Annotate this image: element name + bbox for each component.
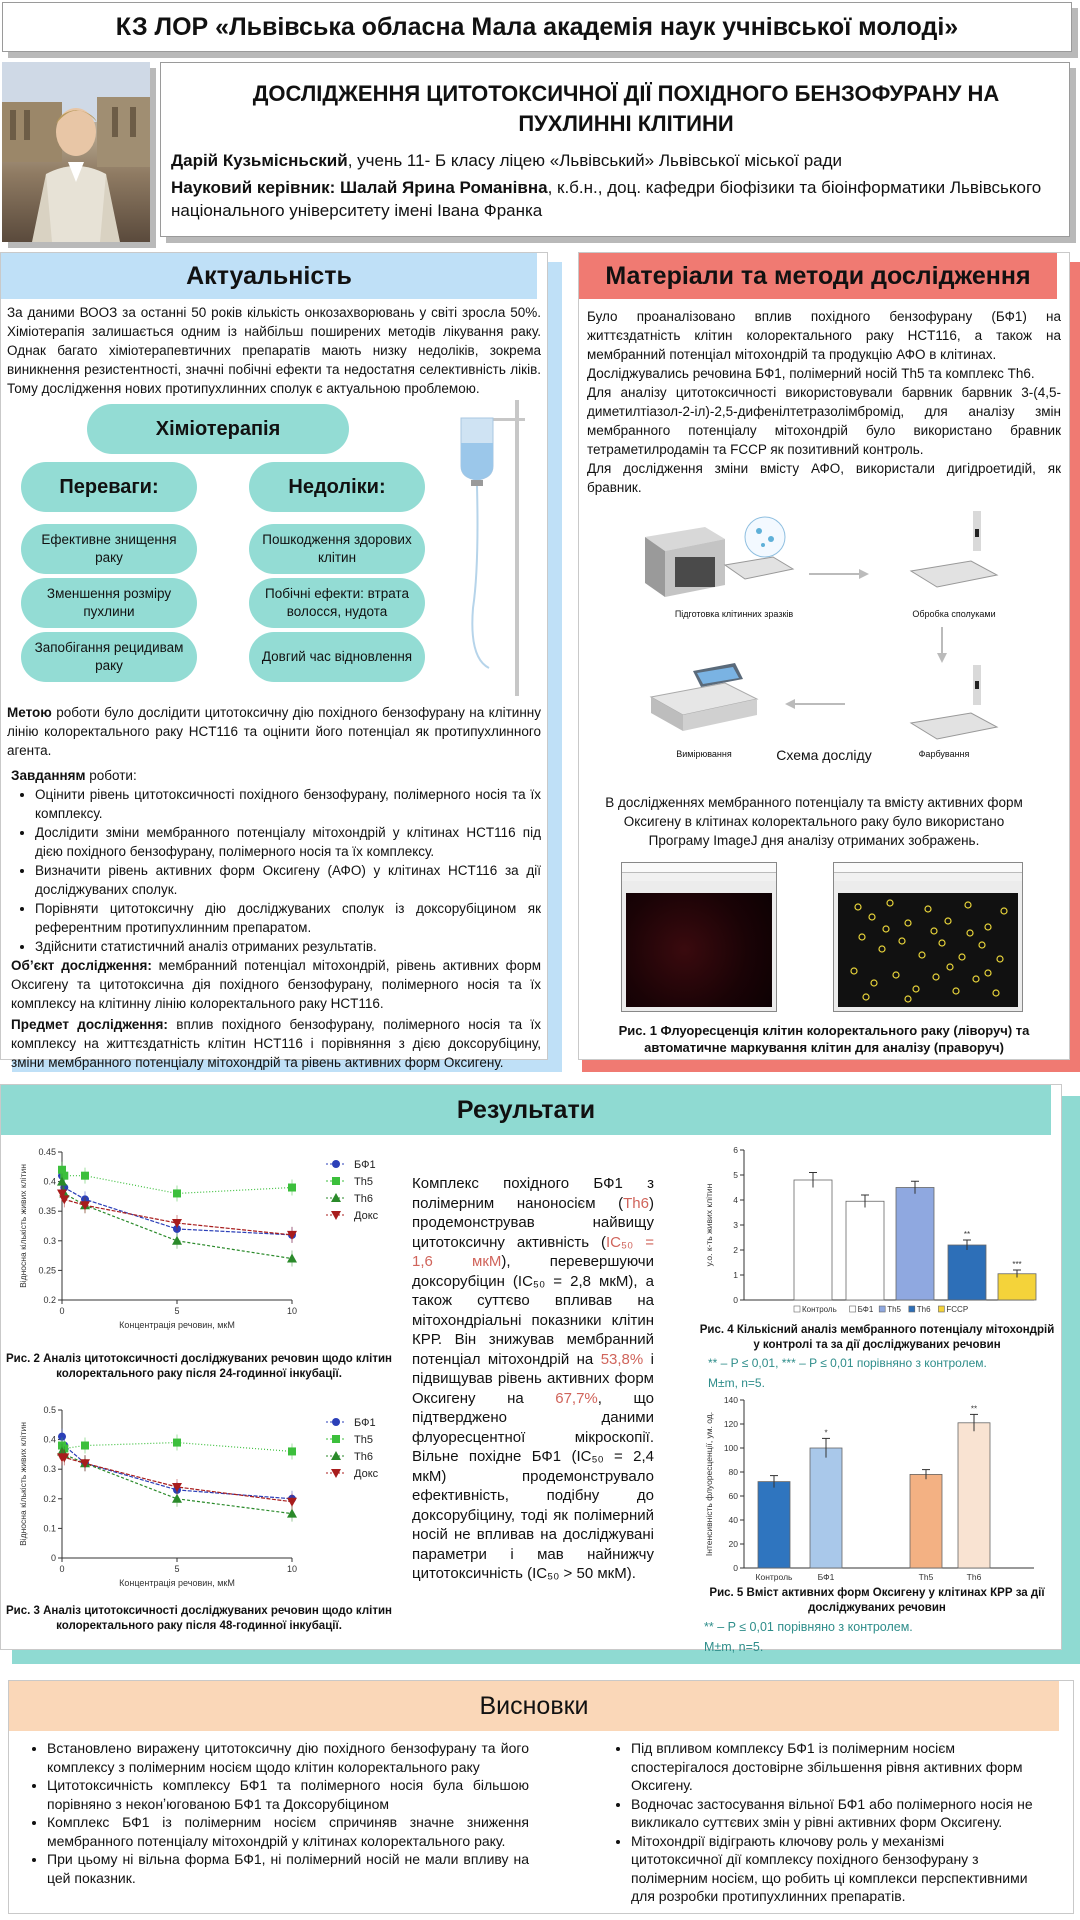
conclusions-heading: Висновки: [9, 1681, 1059, 1731]
task-item: • Здійснити статистичний аналіз отриманих результатів.: [35, 937, 541, 956]
subject-label: Предмет дослідження:: [11, 1017, 168, 1032]
object-label: Об’єкт дослідження:: [11, 958, 152, 973]
legend-label: Th6: [916, 1305, 931, 1314]
pros-title: Переваги:: [21, 462, 197, 512]
imagej-window-right: [833, 862, 1023, 1012]
legend-label: БФ1: [857, 1305, 874, 1314]
aim-paragraph: [1, 703, 547, 760]
y-tick-label: 0.35: [38, 1206, 56, 1217]
supervisor-name: Науковий керівник: Шалай Ярина Романівна: [171, 178, 548, 197]
arrow-left-icon: [783, 697, 847, 711]
subject-paragraph: [1, 1013, 547, 1072]
task-item: • Оцінити рівень цитотоксичності похідного бензофурану, полімерного носія та їх комплексу.: [35, 785, 541, 823]
object-text: мембранний потенціал мітохондрій, рівень активних форм Оксигену та цитотоксична дія похідного бензофурану, полімерного носія та їх комплексу на клітинну лінію колоректального раку HCT116.: [11, 958, 541, 1011]
chemo-pill: Хіміотерапія: [87, 404, 349, 454]
data-point-Th6: [172, 1236, 182, 1245]
task-item: • Порівняти цитотоксичну дію досліджуваних сполук із доксорубіцином як референтним протипухлинним препаратом.: [35, 899, 541, 937]
y-tick-label: 0.4: [43, 1176, 56, 1187]
data-point-Th5: [173, 1439, 181, 1447]
x-tick-label: Th6: [966, 1572, 982, 1582]
results-ic50: IC₅₀ = 1,6 мкМ: [412, 1233, 654, 1270]
y-tick-label: 100: [723, 1443, 738, 1453]
bar-БФ1: [846, 1201, 884, 1300]
legend-label-Th6: Th6: [354, 1193, 373, 1205]
aim-label: Метою: [7, 705, 52, 720]
subject-text: вплив похідного бензофурану, полімерного носія та їх комплексу на життєздатність клітин HCT116 і порівняння з дією доксорубіцину, зміни мембранного потенціалу мітохондрій та рівень активних форм Оксигену.: [11, 1017, 541, 1070]
x-axis-label: Концентрація речовин, мкМ: [119, 1320, 235, 1330]
y-axis-label: у.о. к-ть живих клітин: [704, 1183, 714, 1267]
scheme-label-measure: Вимірювання: [676, 749, 732, 759]
iv-drip-icon: [449, 398, 539, 698]
methods-heading: Матеріали та методи дослідження: [579, 253, 1057, 299]
conclusions-left-list: [9, 1739, 529, 1887]
author-name: Дарій Кузьмісньский: [171, 151, 348, 170]
bar-FCCP: [998, 1274, 1036, 1300]
y-tick-label: 0.2: [43, 1493, 56, 1504]
poster-title: ДОСЛІДЖЕННЯ ЦИТОТОКСИЧНОЇ ДІЇ ПОХІДНОГО БЕНЗОФУРАНУ НА ПУХЛИННІ КЛІТИНИ: [252, 81, 1000, 136]
x-tick-label: 0: [59, 1564, 65, 1574]
y-tick-label: 0.25: [38, 1265, 56, 1276]
y-tick-label: 0.1: [43, 1523, 56, 1534]
y-tick-label: 0.3: [43, 1464, 56, 1475]
data-point-Th6: [172, 1494, 182, 1503]
plate-reader-icon: [645, 657, 765, 737]
conclusions-right-list: [599, 1739, 1039, 1906]
conclusion-item: • Встановлено виражену цитотоксичну дію похідного бензофурану та його комплексу з полімерним носієм щодо клітин колоректального раку: [47, 1739, 529, 1776]
legend-swatch: [938, 1306, 944, 1312]
data-point-Th5: [81, 1172, 89, 1180]
bar-Th5: [896, 1188, 934, 1301]
y-tick-label: 0.5: [43, 1405, 56, 1415]
conclusion-item: • Водночас застосування вільної БФ1 або полімерного носія не викликало суттєвих змін у рівні активних форм Оксигену.: [631, 1795, 1039, 1832]
fig4-caption: Рис. 4 Кількісний аналіз мембранного потенціалу мітохондрій у контролі та за дії досліджуваних речовин: [699, 1324, 1055, 1351]
y-tick-label: 0: [733, 1295, 738, 1305]
chemo-diagram: [1, 398, 547, 703]
bar-Контроль: [758, 1482, 790, 1568]
imagej-screenshots: [579, 862, 1069, 1022]
scheme-label-staining: Фарбування: [918, 749, 970, 759]
data-point-Докс: [59, 1195, 69, 1204]
y-tick-label: 6: [733, 1145, 738, 1155]
y-tick-label: 0: [50, 1553, 56, 1563]
y-tick-label: 120: [723, 1419, 738, 1429]
bar-Th6: [948, 1245, 986, 1300]
y-tick-label: 0.45: [38, 1147, 56, 1157]
legend-label-Докс: Докс: [354, 1468, 379, 1480]
y-tick-label: 0.4: [43, 1434, 56, 1445]
imagej-window-left: [621, 862, 777, 1012]
marked-cells-image: [838, 893, 1018, 1007]
arrow-right-icon: [807, 567, 871, 581]
significance-mark: **: [970, 1404, 978, 1414]
pro-item: Ефективне знищення раку: [21, 524, 197, 574]
object-paragraph: [1, 956, 547, 1013]
imagej-text: В дослідженнях мембранного потенціалу та вмісту активних форм Оксигену в клітинах колоректального раку було використано Програму ImageJ дня аналізу отриманих зображень.: [605, 795, 1023, 848]
experiment-scheme: [579, 507, 1069, 777]
organization-title: КЗ ЛОР «Львівська обласна Мала академія наук учнівської молоді»: [2, 2, 1072, 52]
x-tick-label: 0: [59, 1306, 65, 1316]
data-point-Докс: [172, 1219, 182, 1228]
scheme-label-prep: Підготовка клітинних зразків: [674, 609, 794, 619]
significance-mark: *: [824, 1428, 828, 1438]
supervisor-line: [171, 176, 1051, 222]
y-tick-label: 2: [733, 1245, 738, 1255]
legend-label-Докс: Докс: [354, 1210, 379, 1222]
legend-label-Th5: Th5: [354, 1434, 373, 1446]
staining-plate-icon: [901, 663, 1011, 747]
legend-swatch: [909, 1306, 915, 1312]
legend-label-БФ1: БФ1: [354, 1159, 376, 1171]
y-tick-label: 40: [728, 1515, 738, 1525]
fig1-caption: Рис. 1 Флуоресценція клітин колоректального раку (ліворуч) та автоматичне маркування клітин для аналізу (праворуч): [618, 1023, 1030, 1055]
legend-label: Контроль: [802, 1305, 837, 1314]
y-tick-label: 0.3: [43, 1235, 56, 1246]
y-tick-label: 0: [733, 1563, 738, 1573]
y-tick-label: 5: [733, 1170, 738, 1180]
aim-text: роботи було дослідити цитотоксичну дію похідного бензофурану на клітинну лінію колоректального раку HCT116 та оцінити його потенціал як протипухлинного агента.: [7, 705, 541, 758]
conclusion-item: • Під впливом комплексу БФ1 із полімерним носієм спостерігалося достовірне збільшення рівня активних форм Оксигену.: [631, 1739, 1039, 1795]
data-point-Докс: [287, 1498, 297, 1507]
data-point-Th5: [81, 1442, 89, 1450]
legend-label-БФ1: БФ1: [354, 1417, 376, 1429]
cons-title: Недоліки:: [249, 462, 425, 512]
results-summary: [412, 1174, 654, 1584]
x-axis-label: Концентрація речовин, мкМ: [119, 1578, 235, 1588]
y-axis-label: Відносна кількість живих клітин: [18, 1422, 28, 1546]
results-text-1: Комплекс похідного БФ1 з полімерним наноносієм (: [412, 1175, 654, 1212]
x-tick-label: 5: [174, 1306, 180, 1316]
results-text-5: , що підтверджено даними флуоресцентної мікроскопії. Вільне похідне БФ1 (IC₅₀ = 2,4 мкМ) продемонструвало ефективність, подібну до доксорубіцину, тоді як полімерний носій не впливав на досліджувані параметри і мав найнижчу цитотоксичність (IC₅₀ > 50 мкМ).: [412, 1389, 654, 1582]
pro-item: Запобігання рецидивам раку: [21, 632, 197, 682]
methods-paragraph: Досліджувались речовина БФ1, полімерний носій Th5 та комплекс Th6.: [587, 366, 1035, 381]
x-tick-label: БФ1: [817, 1572, 835, 1582]
results-heading: Результати: [1, 1085, 1051, 1135]
legend-label-Th5: Th5: [354, 1176, 373, 1188]
arrow-down-icon: [935, 625, 949, 665]
title-block: [160, 62, 1070, 237]
relevance-panel: [0, 252, 548, 1070]
sample-plate-icon: [719, 515, 799, 585]
results-text-2: ) продемонстрував найвищу цитотоксичну активність (: [412, 1194, 654, 1251]
fig5-stats-note: M±m, n=5.: [704, 1640, 764, 1654]
bar-Th6: [958, 1423, 990, 1568]
x-tick-label: Th5: [918, 1572, 934, 1582]
methods-paragraph: Для аналізу цитотоксичності використовували барвник барвник 3-(4,5-диметилтіазол-2-іл)-2,5-дифенілтетразолімбромід, для аналізу змін мембранного потенціалу мітохондрій було використано бравник тетраметилродамін та FCCP як позитивний контроль.: [587, 385, 1061, 457]
membrane-potential-chart: [700, 1142, 1050, 1332]
legend-label: FCCP: [946, 1305, 969, 1314]
tasks-label: Завданням: [11, 768, 86, 783]
legend-label: Th5: [887, 1305, 901, 1314]
fig5-caption: Рис. 5 Вміст активних форм Оксигену у клітинах КРР за дії досліджуваних речовин: [709, 1587, 1045, 1614]
methods-text: [579, 299, 1069, 497]
scheme-label-treatment: Обробка сполуками: [912, 609, 996, 619]
methods-paragraph: Було проаналізовано вплив похідного бензофурану (БФ1) на життєздатність клітин колоректального раку HCT116, а також на мембранний потенціал мітохондрій та продукцію АФО в клітинах.: [587, 309, 1061, 362]
task-item: • Дослідити зміни мембранного потенціалу мітохондрій у клітинах HCT116 під дією похідного бензофурану, полімерного носія та їх комплексу.: [35, 823, 541, 861]
author-photo: [2, 62, 150, 242]
author-affiliation: , учень 11- Б класу ліцею «Львівський» Львівської міської ради: [347, 151, 843, 170]
y-axis-label: Інтенсивність флуоресценції, ум. од.: [704, 1411, 714, 1557]
conclusion-item: • Мітохондрії відіграють ключову роль у механізмі цитотоксичної дії комплексу похідного бензофурану з полімерним носієм, що робить ці комплекси перспективними для розробки протипухлинних препаратів.: [631, 1832, 1039, 1906]
pro-item: Зменшення розміру пухлини: [21, 578, 197, 628]
relevance-heading: Актуальність: [1, 253, 537, 299]
con-item: Пошкодження здорових клітин: [249, 524, 425, 574]
fig2-caption: Рис. 2 Аналіз цитотоксичності досліджуваних речовин щодо клітин колоректального раку після 24-годинної інкубації.: [6, 1353, 392, 1380]
legend-label-Th6: Th6: [354, 1451, 373, 1463]
x-tick-label: 10: [286, 1564, 298, 1574]
conclusions-panel: [8, 1680, 1074, 1914]
pipette-plate-icon: [901, 507, 1011, 597]
con-item: Довгий час відновлення: [249, 632, 425, 682]
legend-swatch: [879, 1306, 885, 1312]
tasks-label-rest: роботи:: [85, 768, 137, 783]
relevance-intro: За даними ВООЗ за останні 50 років кількість онкозахворювань у світі зросла 50%. Хіміотерапія залишається одним із найбільш поширених методів лікування раку. Однак багато хіміотерапевтичних препаратів мають низку недоліків, зокрема виникнення резистентності, значні побічні ефекти та недостатня селективність ліків. Тому дослідження нових протипухлинних сполук є актуальною проблемою.: [7, 305, 541, 396]
significance-mark: **: [963, 1230, 971, 1239]
author-line: [171, 149, 1051, 172]
results-ros-pct: 67,7%: [555, 1389, 598, 1407]
cytotoxicity-48h-chart: [14, 1398, 394, 1598]
y-tick-label: 60: [728, 1491, 738, 1501]
y-tick-label: 1: [733, 1270, 738, 1280]
results-text-4: і підвищував рівень активних форм Оксигену на: [412, 1350, 654, 1407]
y-tick-label: 3: [733, 1220, 738, 1230]
results-membrane-pct: 53,8%: [600, 1350, 644, 1368]
significance-mark: ***: [1012, 1260, 1022, 1269]
x-tick-label: Контроль: [755, 1572, 793, 1582]
ros-chart: [700, 1392, 1050, 1582]
results-th6: Th6: [623, 1194, 649, 1212]
conclusion-item: • Цитотоксичність комплексу БФ1 та полімерного носія була більшою порівняно з неконʼюгованою БФ1 та Доксорубіцином: [47, 1776, 529, 1813]
tasks-list: [1, 785, 547, 956]
y-tick-label: 0.2: [43, 1295, 56, 1305]
tasks-heading: [1, 760, 547, 785]
conclusion-item: • Комплекс БФ1 із полімерним носієм спричиняв значне зниження мембранного потенціалу мітохондрій у клітинах колоректального раку.: [47, 1813, 529, 1850]
bar-БФ1: [810, 1448, 842, 1568]
methods-panel: [578, 252, 1070, 1060]
fig3-caption: Рис. 3 Аналіз цитотоксичності досліджуваних речовин щодо клітин колоректального раку після 48-годинної інкубації.: [6, 1605, 392, 1632]
y-tick-label: 20: [728, 1539, 738, 1549]
supervisor-affiliation: , к.б.н., доц. кафедри біофізики та біоінформатики Львівського національного університету імені Івана Франка: [171, 178, 1042, 220]
legend-swatch: [794, 1306, 800, 1312]
con-item: Побічні ефекти: втрата волосся, нудота: [249, 578, 425, 628]
bar-Th5: [910, 1474, 942, 1568]
data-point-Th5: [288, 1447, 296, 1455]
bar-Контроль: [794, 1180, 832, 1300]
data-point-Th5: [173, 1189, 181, 1197]
scheme-title: Схема досліду: [776, 747, 872, 763]
fig4-stats-note: M±m, n=5.: [708, 1376, 765, 1390]
conclusion-item: • При цьому ні вільна форма БФ1, ні полімерний носій не мали впливу на цей показник.: [47, 1850, 529, 1887]
results-text-3: ), перевершуючи доксорубіцин (IC₅₀ = 2,8 мкМ), а також суттєво впливав на мітохондріальні показники клітин КРР. Він знижував мембранний потенціал мітохондрій на: [412, 1253, 654, 1368]
x-tick-label: 5: [174, 1564, 180, 1574]
fig4-significance-note: ** – P ≤ 0,01, *** – P ≤ 0,01 порівняно з контролем.: [708, 1356, 987, 1370]
y-tick-label: 80: [728, 1467, 738, 1477]
legend-swatch: [850, 1306, 856, 1312]
fluorescence-image: [626, 893, 772, 1007]
y-tick-label: 140: [723, 1395, 738, 1405]
data-point-Th5: [288, 1184, 296, 1192]
fig5-significance-note: ** – P ≤ 0,01 порівняно з контролем.: [704, 1620, 913, 1634]
y-tick-label: 4: [733, 1195, 738, 1205]
x-tick-label: 10: [286, 1306, 298, 1316]
y-axis-label: Відносна кількість живих клітин: [18, 1164, 28, 1288]
task-item: • Визначити рівень активних форм Оксигену (АФО) у клітинах HCT116 за дії досліджуваних сполук.: [35, 861, 541, 899]
methods-paragraph: Для дослідження зміни вмісту АФО, використали дигідроетидій, як бравник.: [587, 461, 1061, 495]
cytotoxicity-24h-chart: [14, 1140, 394, 1338]
